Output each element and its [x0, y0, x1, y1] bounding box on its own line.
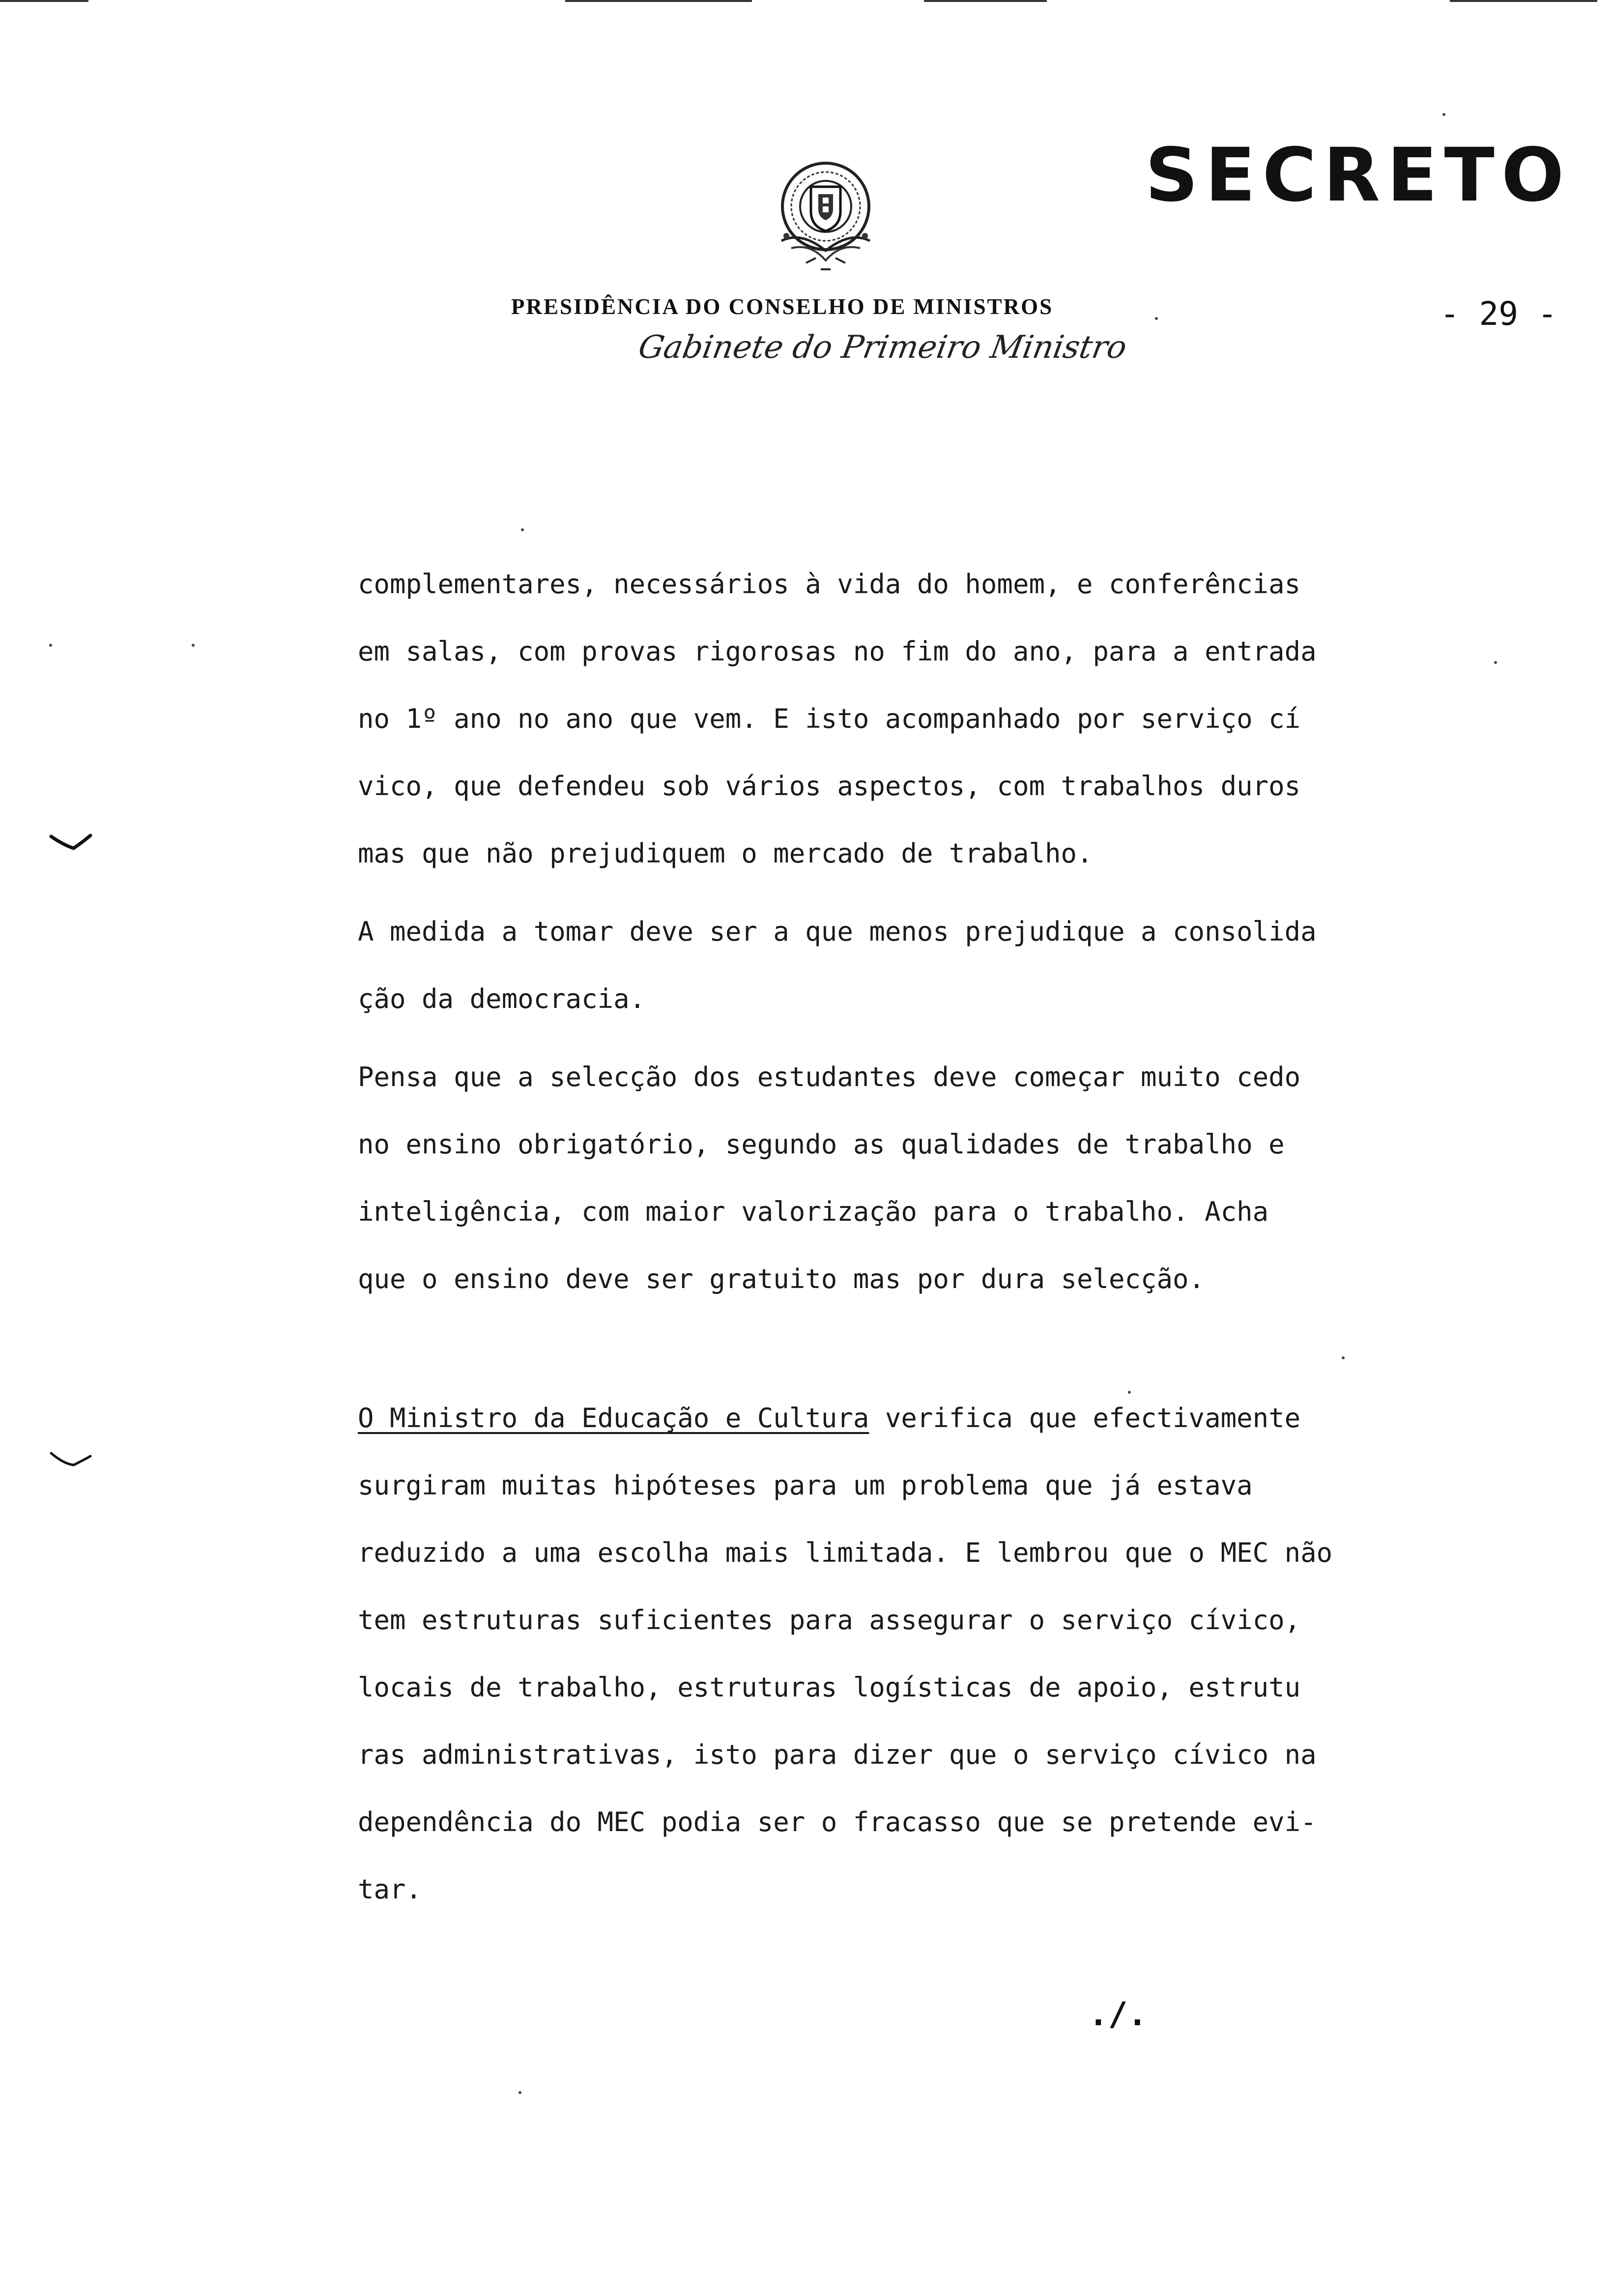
text-line: tar. — [358, 1874, 422, 1905]
scan-speck — [1494, 661, 1497, 664]
paragraph — [358, 1384, 1464, 1923]
text-line: complementares, necessários à vida do homem, e conferências — [358, 569, 1301, 600]
scan-speck — [1155, 317, 1158, 320]
text-line: em salas, com provas rigorosas no fim do ano, para a entrada — [358, 636, 1317, 667]
text-line: locais de trabalho, estruturas logísticas de apoio, estrutu — [358, 1672, 1301, 1703]
text-line: no 1º ano no ano que vem. E isto acompanhado por serviço cí — [358, 703, 1301, 734]
office-subheading: Gabinete do Primeiro Ministro — [635, 329, 1130, 366]
text-line: tem estruturas suficientes para assegurar o serviço cívico, — [358, 1605, 1301, 1636]
text-line: Pensa que a selecção dos estudantes deve começar muito cedo — [358, 1062, 1301, 1092]
text-line: vico, que defendeu sob vários aspectos, com trabalhos duros — [358, 771, 1301, 802]
text-line — [358, 1384, 1464, 1452]
scan-speck — [49, 644, 52, 647]
text-line: inteligência, com maior valorização para o trabalho. Acha — [358, 1196, 1269, 1227]
document-body — [358, 550, 1464, 1923]
scan-edge-mark — [924, 0, 1047, 2]
text-line: surgiram muitas hipóteses para um problema que já estava — [358, 1470, 1253, 1501]
text-line: ras administrativas, isto para dizer que o serviço cívico na — [358, 1739, 1317, 1770]
text-line: ção da democracia. — [358, 983, 646, 1014]
institution-heading: PRESIDÊNCIA DO CONSELHO DE MINISTROS — [511, 294, 1054, 319]
scan-edge-mark — [0, 0, 88, 2]
scan-speck — [518, 2091, 521, 2094]
text-line: dependência do MEC podia ser o fracasso que se pretende evi- — [358, 1807, 1317, 1837]
text-fragment: verifica que efectivamente — [869, 1403, 1301, 1434]
paragraph — [358, 550, 1464, 887]
text-line: A medida a tomar deve ser a que menos prejudique a consolida — [358, 916, 1317, 947]
margin-tick-mark — [49, 1447, 93, 1472]
scan-speck — [1442, 113, 1445, 116]
scan-edge-mark — [1450, 0, 1597, 2]
paragraph — [358, 898, 1464, 1033]
continuation-marker: ./. — [1089, 1995, 1148, 2033]
text-line: que o ensino deve ser gratuito mas por dura selecção. — [358, 1263, 1205, 1294]
classification-stamp: SECRETO — [1145, 133, 1571, 218]
page-number: - 29 - — [1440, 295, 1557, 333]
coat-of-arms-icon — [772, 157, 880, 275]
speaker-name: O Ministro da Educação e Cultura — [358, 1403, 869, 1434]
scan-speck — [192, 644, 195, 647]
scan-edge-mark — [565, 0, 752, 2]
text-line: reduzido a uma escolha mais limitada. E lembrou que o MEC não — [358, 1537, 1333, 1568]
scan-speck — [1128, 1391, 1131, 1394]
margin-tick-mark — [49, 831, 93, 855]
text-line: mas que não prejudiquem o mercado de trabalho. — [358, 838, 1093, 869]
text-line: no ensino obrigatório, segundo as qualidades de trabalho e — [358, 1129, 1285, 1160]
paragraph — [358, 1043, 1464, 1313]
scan-speck — [1342, 1356, 1345, 1359]
scan-speck — [521, 528, 524, 531]
